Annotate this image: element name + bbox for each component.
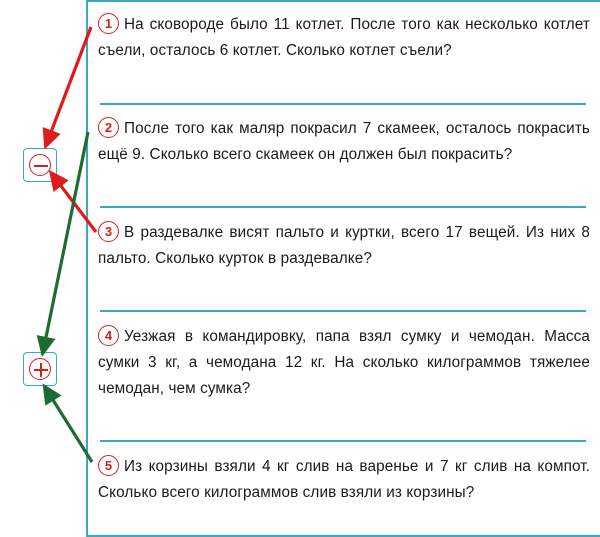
task-number-badge: 2 <box>98 117 119 138</box>
task-number-badge: 4 <box>98 325 119 346</box>
task-number-badge: 5 <box>98 455 119 476</box>
task-text: В раздевалке висят пальто и куртки, всего 17 вещей. Из них 8 пальто. Сколько курток в раздевалке? <box>98 224 590 267</box>
task-item-1[interactable] <box>98 12 590 64</box>
task-number-badge: 1 <box>98 13 119 34</box>
task-item-3[interactable] <box>98 220 590 272</box>
task-divider-2 <box>100 206 586 208</box>
plus-sign-badge[interactable] <box>23 352 57 386</box>
arrow-task1-to-minus <box>48 27 91 140</box>
task-text: Уезжая в командировку, папа взял сумку и чемодан. Масса сумки 3 кг, а чемодана 12 кг. На сколько килограммов тяжелее чемодан, чем сумка? <box>98 328 590 397</box>
task-text: Из корзины взяли 4 кг слив на варенье и 7 кг слив на компот. Сколько всего килограммов слив взяли из корзины? <box>98 458 590 501</box>
task-item-2[interactable] <box>98 116 590 168</box>
task-text: На сковороде было 11 котлет. После того как несколько котлет съели, осталось 6 котлет. Сколько котлет съели? <box>98 16 590 59</box>
plus-icon <box>29 358 51 380</box>
task-divider-3 <box>100 310 586 312</box>
arrow-task3-to-minus <box>55 178 96 232</box>
task-number-badge: 3 <box>98 221 119 242</box>
task-divider-1 <box>100 103 586 105</box>
task-divider-4 <box>100 440 586 442</box>
task-item-4[interactable] <box>98 324 590 402</box>
task-item-5[interactable] <box>98 454 590 506</box>
minus-icon <box>29 154 51 176</box>
minus-sign-badge[interactable] <box>23 148 57 182</box>
top-divider <box>86 0 600 2</box>
task-text: После того как маляр покрасил 7 скамеек, осталось покрасить ещё 9. Сколько всего скамеек он должен был покрасить? <box>98 120 590 163</box>
left-margin-rule <box>86 0 88 537</box>
